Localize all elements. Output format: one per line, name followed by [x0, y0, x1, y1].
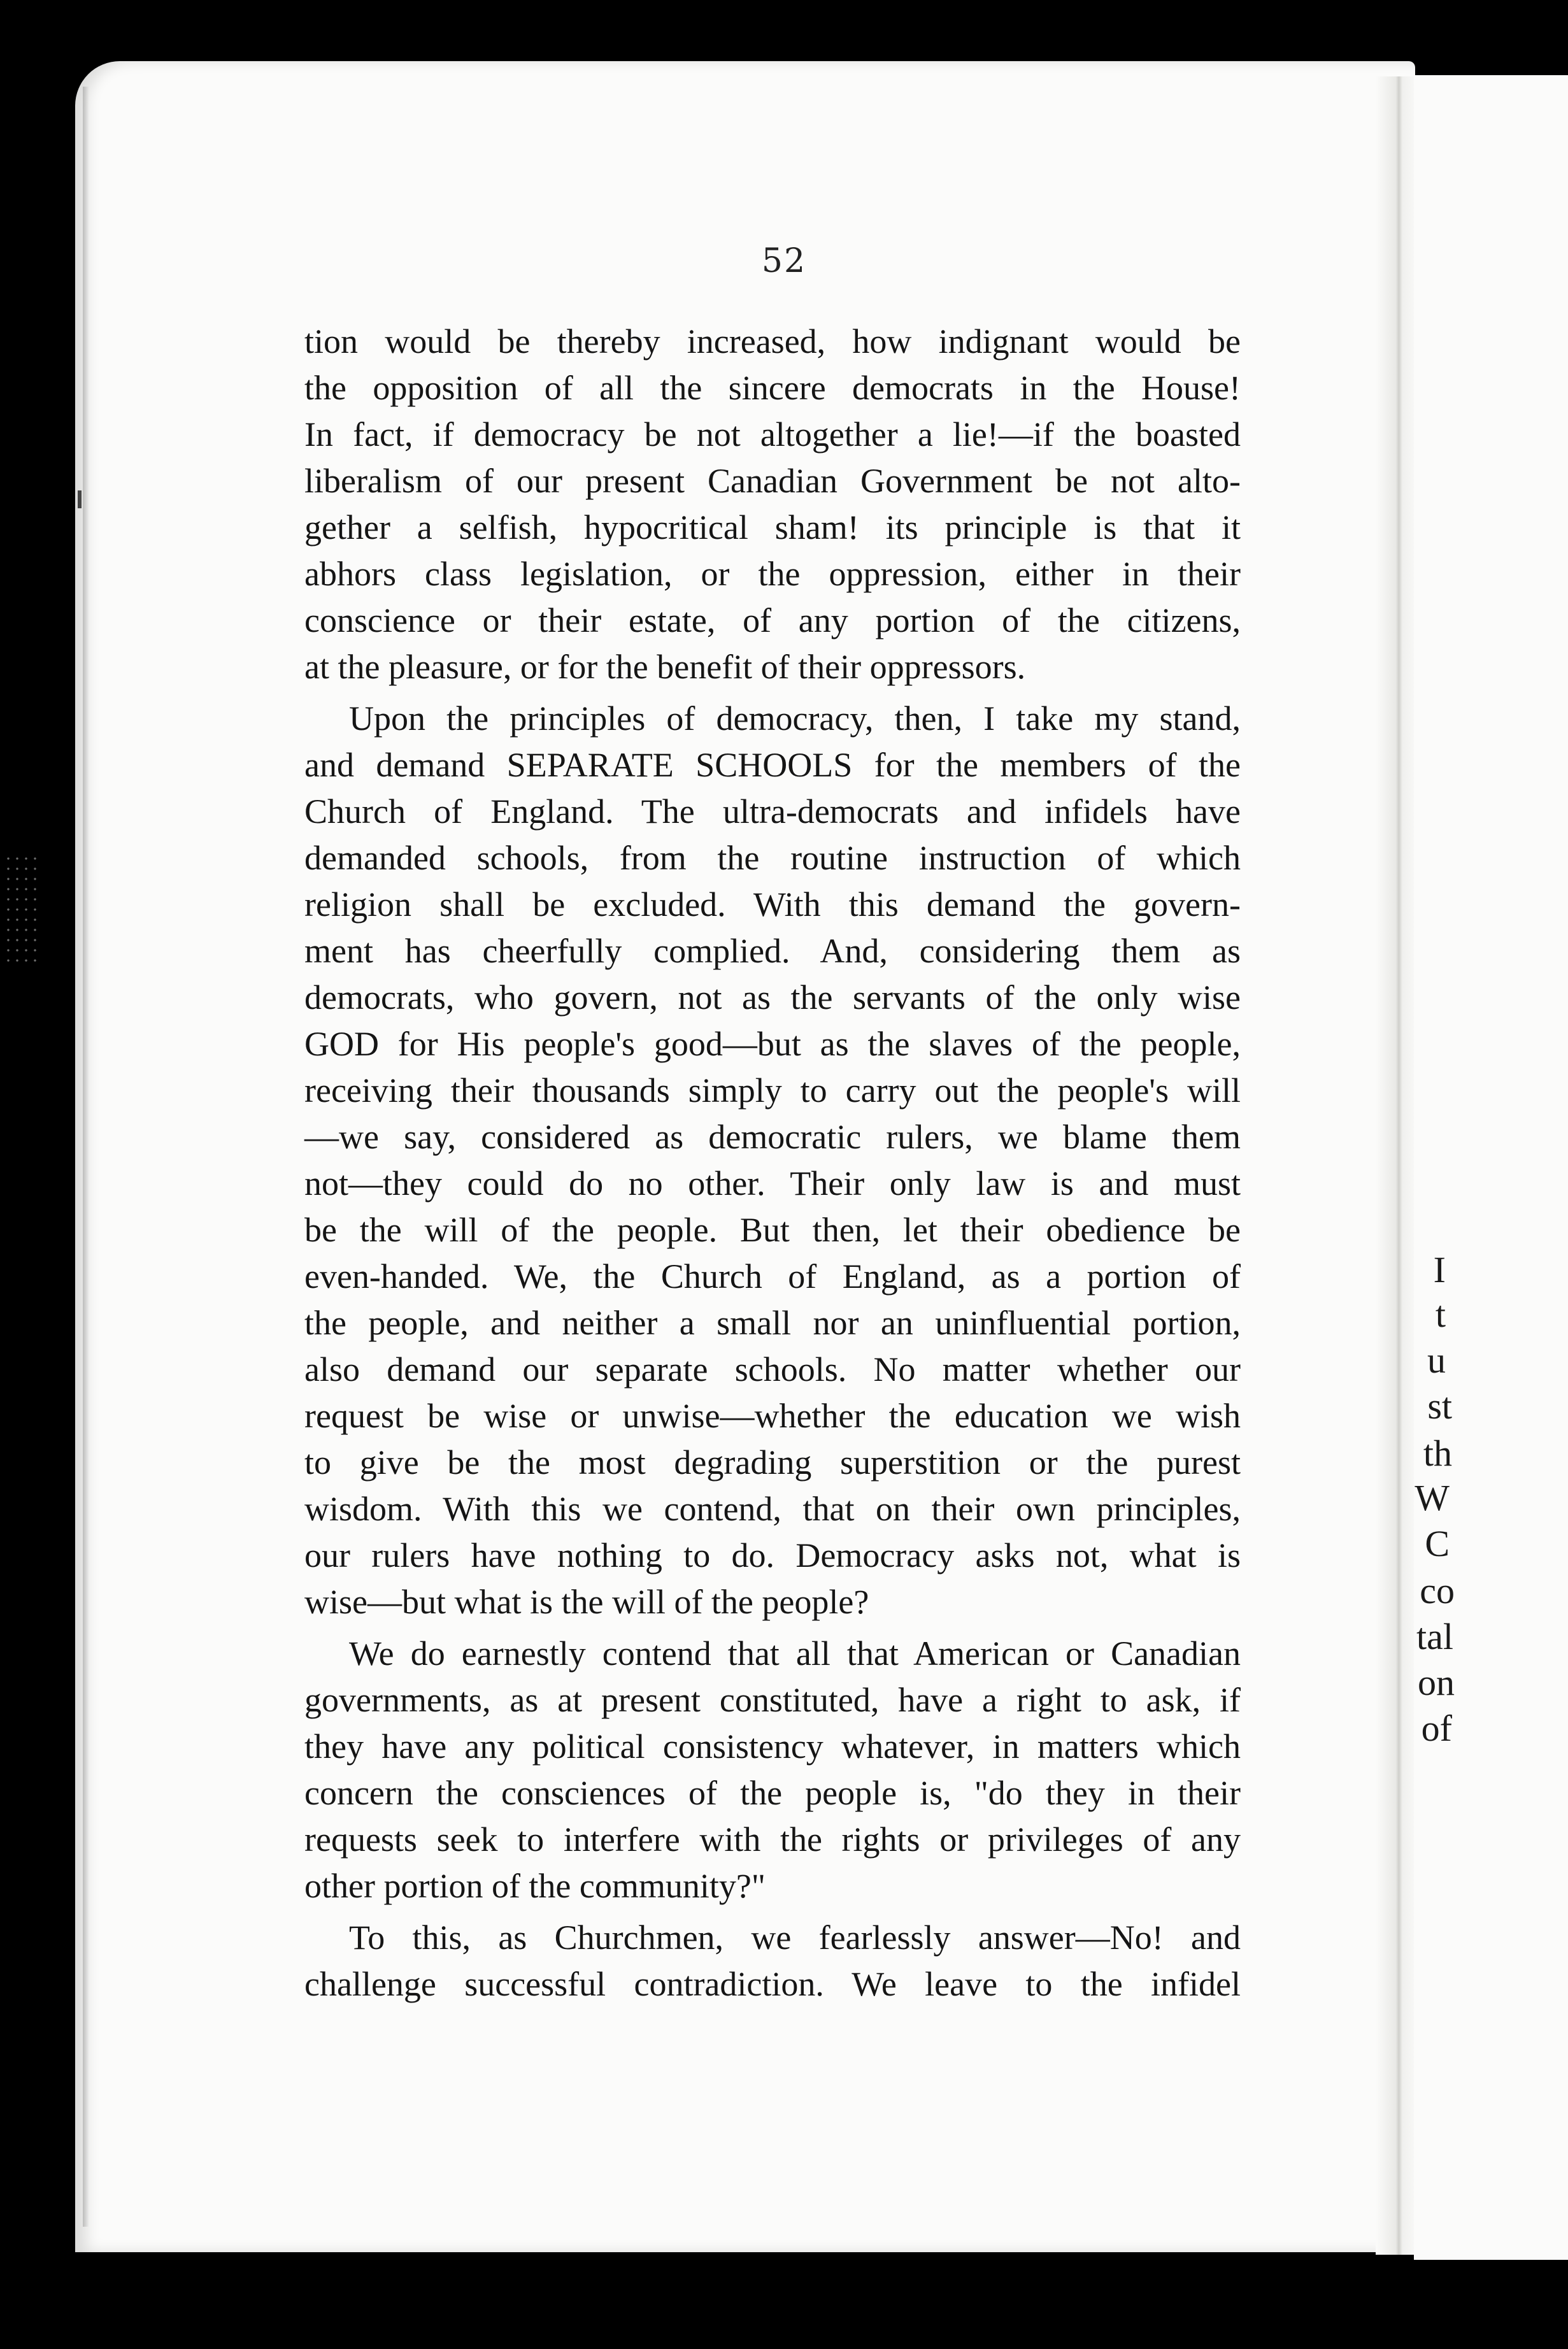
text-line: the opposition of all the sincere democrats in the House! — [304, 369, 1241, 407]
text-line: also demand our separate schools. No matter whether our — [304, 1350, 1241, 1389]
text-line: even-handed. We, the Church of England, as a portion of — [304, 1257, 1241, 1296]
right-page-fragment: C — [1425, 1523, 1450, 1564]
text-line: receiving their thousands simply to carry out the people's will — [304, 1071, 1241, 1110]
text-line: religion shall be excluded. With this demand the govern- — [304, 885, 1241, 924]
right-page-fragment: t — [1435, 1294, 1446, 1335]
paragraph — [304, 1915, 1241, 2008]
body-text — [304, 318, 1241, 2008]
text-line: and demand SEPARATE SCHOOLS for the members of the — [304, 746, 1241, 784]
right-page-fragment: th — [1423, 1432, 1452, 1474]
text-line: To this, as Churchmen, we fearlessly answer—No! and — [349, 1918, 1241, 1957]
text-line: be the will of the people. But then, let their obedience be — [304, 1211, 1241, 1249]
right-page-fragment: of — [1421, 1708, 1452, 1749]
right-page-fragment: st — [1427, 1385, 1452, 1427]
text-line: wise—but what is the will of the people? — [304, 1583, 869, 1621]
paragraph — [304, 318, 1241, 690]
text-line: democrats, who govern, not as the servants of the only wise — [304, 978, 1241, 1017]
text-line: the people, and neither a small nor an uninfluential portion, — [304, 1304, 1241, 1342]
text-line: gether a selfish, hypocritical sham! its principle is that it — [304, 508, 1241, 546]
right-page-fragment: co — [1420, 1570, 1455, 1611]
text-line: they have any political consistency whatever, in matters which — [304, 1727, 1241, 1766]
margin-specks — [4, 853, 42, 962]
text-line: Upon the principles of democracy, then, I take my stand, — [349, 699, 1241, 738]
page-number: 52 — [761, 242, 807, 280]
text-line: GOD for His people's good—but as the slaves of the people, — [304, 1025, 1241, 1063]
text-line: at the pleasure, or for the benefit of their oppressors. — [304, 648, 1026, 686]
right-page-fragment: tal — [1416, 1616, 1453, 1657]
text-line: not—they could do no other. Their only law is and must — [304, 1164, 1241, 1203]
right-page-fragment: I — [1433, 1249, 1446, 1290]
text-line: We do earnestly contend that all that American or Canadian — [349, 1634, 1241, 1673]
text-line: liberalism of our present Canadian Government be not alto- — [304, 462, 1241, 500]
text-line: request be wise or unwise—whether the education we wish — [304, 1397, 1241, 1435]
text-line: conscience or their estate, of any portion of the citizens, — [304, 601, 1241, 639]
text-line: Church of England. The ultra-democrats and infidels have — [304, 792, 1241, 831]
text-line: concern the consciences of the people is, "do they in their — [304, 1774, 1241, 1812]
paragraph — [304, 696, 1241, 1625]
right-page-fragment: u — [1427, 1339, 1446, 1381]
right-page-fragment: on — [1418, 1662, 1455, 1703]
right-page-fragment: W — [1415, 1477, 1450, 1518]
right-page — [1414, 75, 1568, 2260]
text-line: challenge successful contradiction. We leave to the infidel — [304, 1965, 1241, 2003]
text-line: governments, as at present constituted, have a right to ask, if — [304, 1681, 1241, 1719]
text-line: to give be the most degrading superstition or the purest — [304, 1443, 1241, 1482]
text-line: ment has cheerfully complied. And, considering them as — [304, 932, 1241, 970]
text-line: other portion of the community?" — [304, 1867, 766, 1905]
text-line: wisdom. With this we contend, that on their own principles, — [304, 1490, 1241, 1528]
text-line: abhors class legislation, or the oppression, either in their — [304, 555, 1241, 593]
margin-tick-mark — [78, 490, 82, 508]
text-line: requests seek to interfere with the rights or privileges of any — [304, 1820, 1241, 1859]
text-line: —we say, considered as democratic rulers, we blame them — [304, 1118, 1241, 1156]
text-line: our rulers have nothing to do. Democracy asks not, what is — [304, 1536, 1241, 1574]
text-line: tion would be thereby increased, how indignant would be — [304, 322, 1241, 361]
text-line: demanded schools, from the routine instruction of which — [304, 839, 1241, 877]
text-line: In fact, if democracy be not altogether a lie!—if the boasted — [304, 415, 1241, 453]
paragraph — [304, 1631, 1241, 1910]
